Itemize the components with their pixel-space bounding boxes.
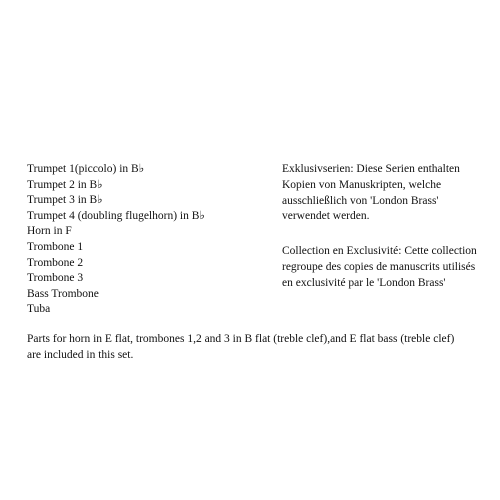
- footnote-line: Parts for horn in E flat, trombones 1,2 and 3 in B flat (treble clef),and E flat bass (treble clef): [27, 333, 455, 345]
- instrument-item: Trumpet 2 in B♭: [27, 178, 103, 191]
- instrument-item: Bass Trombone: [27, 287, 99, 300]
- instrument-item: Trombone 2: [27, 256, 84, 269]
- instrument-item: Trumpet 4 (doubling flugelhorn) in B♭: [27, 209, 205, 222]
- instrument-item: Horn in F: [27, 225, 72, 238]
- parts-footnote: [27, 332, 492, 364]
- german-exclusive-note: [282, 162, 492, 225]
- instrument-item: Trombone 3: [27, 272, 84, 285]
- note-line: Exklusivserien: Diese Serien enthalten: [282, 163, 460, 175]
- instrument-list: [27, 162, 267, 318]
- note-line: Kopien von Manuskripten, welche: [282, 178, 442, 191]
- note-line: ausschließlich von 'London Brass': [282, 194, 439, 207]
- note-line: verwendet werden.: [282, 210, 370, 223]
- instrument-item: Tuba: [27, 303, 51, 316]
- instrument-item: Trumpet 1(piccolo) in B♭: [27, 163, 145, 175]
- note-line: Collection en Exclusivité: Cette collection: [282, 245, 477, 257]
- footnote-line: are included in this set.: [27, 348, 134, 361]
- instrument-item: Trombone 1: [27, 240, 84, 253]
- instrument-item: Trumpet 3 in B♭: [27, 194, 103, 207]
- french-exclusive-note: [282, 244, 492, 291]
- note-line: en exclusivité par le 'London Brass': [282, 276, 446, 289]
- note-line: regroupe des copies de manuscrits utilisés: [282, 260, 476, 273]
